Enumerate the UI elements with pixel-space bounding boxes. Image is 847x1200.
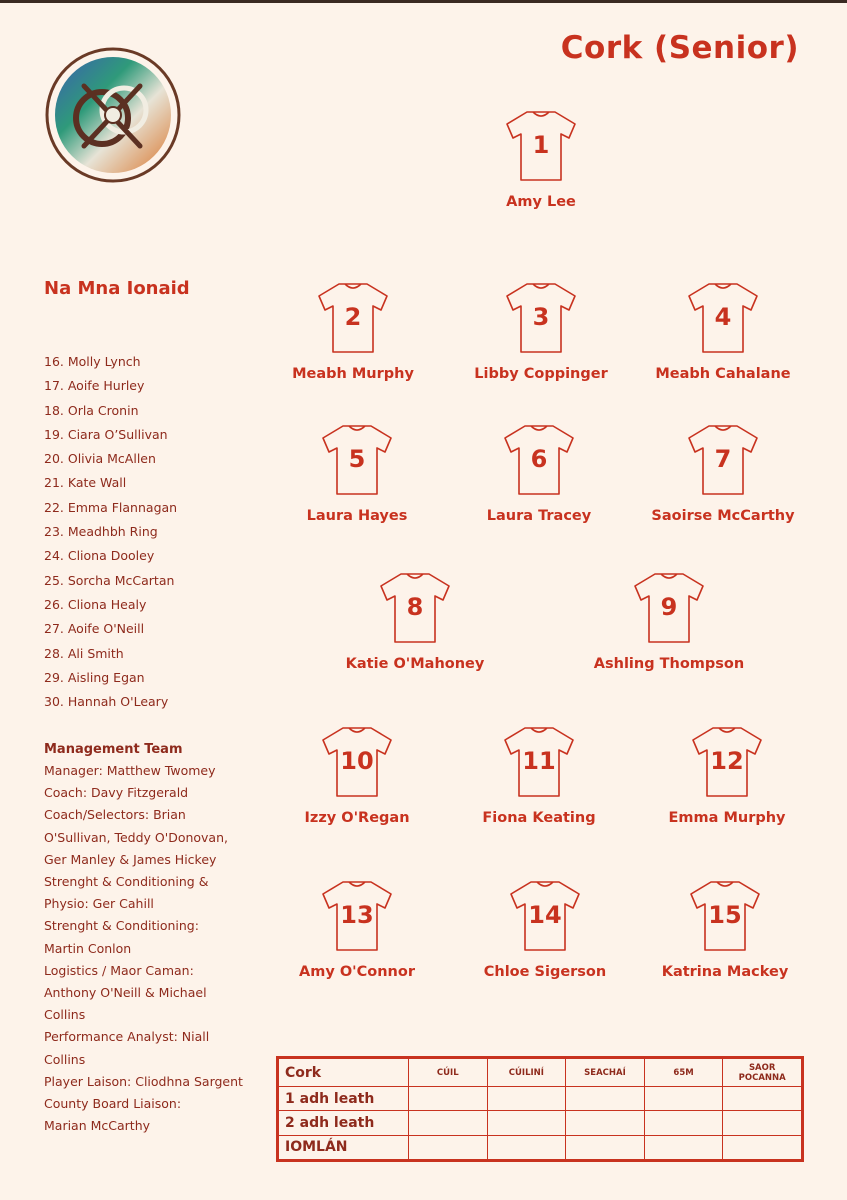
substitute-item: 23. Meadhbh Ring	[44, 524, 158, 540]
jersey-icon	[685, 422, 761, 498]
score-cell	[644, 1111, 723, 1135]
player-card-10	[272, 724, 442, 826]
substitutes-heading: Na Mna Ionaid	[44, 278, 190, 299]
player-card-12	[642, 724, 812, 826]
jersey-number: 14	[528, 901, 562, 929]
player-name: Meabh Cahalane	[655, 366, 791, 382]
jersey-number: 5	[348, 445, 366, 473]
jersey-icon	[687, 878, 763, 954]
score-header-row	[279, 1059, 802, 1087]
substitute-item: 19. Ciara O’Sullivan	[44, 426, 168, 442]
substitute-item: 18. Orla Cronin	[44, 402, 139, 418]
management-line: Collins	[44, 1007, 86, 1023]
player-name: Amy Lee	[506, 194, 576, 210]
score-column-header: SEACHAÍ	[566, 1059, 645, 1087]
score-cell	[409, 1135, 488, 1159]
score-column-header: CÚILINÍ	[487, 1059, 566, 1087]
management-heading: Management Team	[44, 742, 183, 757]
score-row	[279, 1087, 802, 1111]
player-card-9	[584, 570, 754, 672]
jersey-icon	[685, 280, 761, 356]
player-name: Katie O'Mahoney	[345, 656, 485, 672]
jersey-number: 12	[710, 747, 744, 775]
player-card-13	[272, 878, 442, 980]
jersey-number: 1	[532, 131, 550, 159]
score-cell	[409, 1087, 488, 1111]
score-cell	[723, 1111, 802, 1135]
player-name: Amy O'Connor	[299, 964, 415, 980]
jersey-icon	[501, 724, 577, 800]
score-cell	[644, 1135, 723, 1159]
jersey-number: 7	[714, 445, 732, 473]
player-name: Laura Hayes	[306, 508, 408, 524]
jersey-number: 10	[340, 747, 374, 775]
management-line: Physio: Ger Cahill	[44, 896, 154, 912]
management-line: Marian McCarthy	[44, 1118, 151, 1134]
player-name: Chloe Sigerson	[483, 964, 607, 980]
jersey-number: 8	[406, 593, 424, 621]
substitute-item: 25. Sorcha McCartan	[44, 572, 175, 588]
substitute-item: 30. Hannah O'Leary	[44, 694, 169, 710]
score-cell	[409, 1111, 488, 1135]
score-cell	[644, 1087, 723, 1111]
player-name: Meabh Murphy	[292, 366, 414, 382]
jersey-icon	[377, 570, 453, 646]
score-cell	[566, 1111, 645, 1135]
score-table	[276, 1056, 804, 1162]
player-card-2	[268, 280, 438, 382]
substitute-item: 17. Aoife Hurley	[44, 378, 145, 394]
management-line: Anthony O'Neill & Michael	[44, 985, 207, 1001]
player-name: Fiona Keating	[482, 810, 596, 826]
score-cell	[723, 1087, 802, 1111]
jersey-icon	[319, 878, 395, 954]
score-row-label: 2 adh leath	[279, 1111, 409, 1135]
player-card-14	[460, 878, 630, 980]
substitute-item: 16. Molly Lynch	[44, 354, 141, 369]
score-row-label: IOMLÁN	[279, 1135, 409, 1159]
player-name: Emma Murphy	[668, 810, 786, 826]
score-row-label: 1 adh leath	[279, 1087, 409, 1111]
management-line: Coach/Selectors: Brian	[44, 807, 186, 823]
score-cell	[723, 1135, 802, 1159]
jersey-number: 9	[660, 593, 678, 621]
player-card-6	[454, 422, 624, 524]
jersey-icon	[631, 570, 707, 646]
management-line: Collins	[44, 1051, 86, 1067]
jersey-number: 2	[344, 303, 362, 331]
management-line: Manager: Matthew Twomey	[44, 763, 216, 778]
player-name: Katrina Mackey	[661, 964, 789, 980]
player-card-15	[640, 878, 810, 980]
player-name: Ashling Thompson	[593, 656, 745, 672]
jersey-number: 4	[714, 303, 732, 331]
management-line: Player Laison: Cliodhna Sargent	[44, 1073, 243, 1089]
substitute-item: 27. Aoife O'Neill	[44, 621, 145, 637]
jersey-icon	[501, 422, 577, 498]
substitute-item: 28. Ali Smith	[44, 645, 124, 661]
management-line: Logistics / Maor Caman:	[44, 962, 194, 978]
jersey-number: 6	[530, 445, 548, 473]
management-line: Martin Conlon	[44, 940, 132, 956]
jersey-icon	[315, 280, 391, 356]
player-name: Saoirse McCarthy	[651, 508, 795, 524]
substitute-item: 29. Aisling Egan	[44, 669, 145, 685]
substitute-item: 22. Emma Flannagan	[44, 499, 178, 515]
jersey-icon	[319, 724, 395, 800]
player-name: Laura Tracey	[486, 508, 592, 524]
player-card-1	[456, 108, 626, 210]
camogie-crest-logo	[44, 46, 182, 184]
jersey-icon	[503, 108, 579, 184]
score-column-header: CÚIL	[409, 1059, 488, 1087]
management-line: County Board Liaison:	[44, 1096, 182, 1112]
management-line: O'Sullivan, Teddy O'Donovan,	[44, 829, 228, 845]
player-card-4	[638, 280, 808, 382]
jersey-number: 11	[522, 747, 556, 775]
score-cell	[487, 1087, 566, 1111]
substitute-item: 24. Cliona Dooley	[44, 548, 155, 564]
score-cell	[487, 1135, 566, 1159]
management-line: Ger Manley & James Hickey	[44, 851, 217, 867]
player-card-8	[330, 570, 500, 672]
jersey-icon	[689, 724, 765, 800]
jersey-number: 13	[340, 901, 374, 929]
player-card-11	[454, 724, 624, 826]
score-cell	[566, 1087, 645, 1111]
management-line: Coach: Davy Fitzgerald	[44, 785, 189, 801]
player-name: Libby Coppinger	[474, 366, 608, 382]
player-card-5	[272, 422, 442, 524]
management-line: Strenght & Conditioning:	[44, 918, 199, 934]
management-line: Performance Analyst: Niall	[44, 1029, 210, 1045]
page-title: Cork (Senior)	[560, 30, 799, 66]
management-team	[44, 740, 244, 1137]
substitute-item: 21. Kate Wall	[44, 475, 127, 491]
substitute-item: 26. Cliona Healy	[44, 596, 147, 612]
management-line: Strenght & Conditioning &	[44, 874, 209, 890]
score-cell	[566, 1135, 645, 1159]
score-row	[279, 1111, 802, 1135]
top-border	[0, 0, 847, 3]
jersey-number: 3	[532, 303, 550, 331]
jersey-icon	[319, 422, 395, 498]
score-column-header: SAOR POCANNA	[723, 1059, 802, 1087]
player-name: Izzy O'Regan	[304, 810, 410, 826]
score-cell	[487, 1111, 566, 1135]
score-row	[279, 1135, 802, 1159]
score-team-label: Cork	[279, 1059, 409, 1087]
player-card-7	[638, 422, 808, 524]
substitutes-list	[44, 350, 177, 714]
jersey-number: 15	[708, 901, 742, 929]
player-card-3	[456, 280, 626, 382]
jersey-icon	[507, 878, 583, 954]
score-column-header: 65M	[644, 1059, 723, 1087]
jersey-icon	[503, 280, 579, 356]
substitute-item: 20. Olivia McAllen	[44, 451, 156, 467]
